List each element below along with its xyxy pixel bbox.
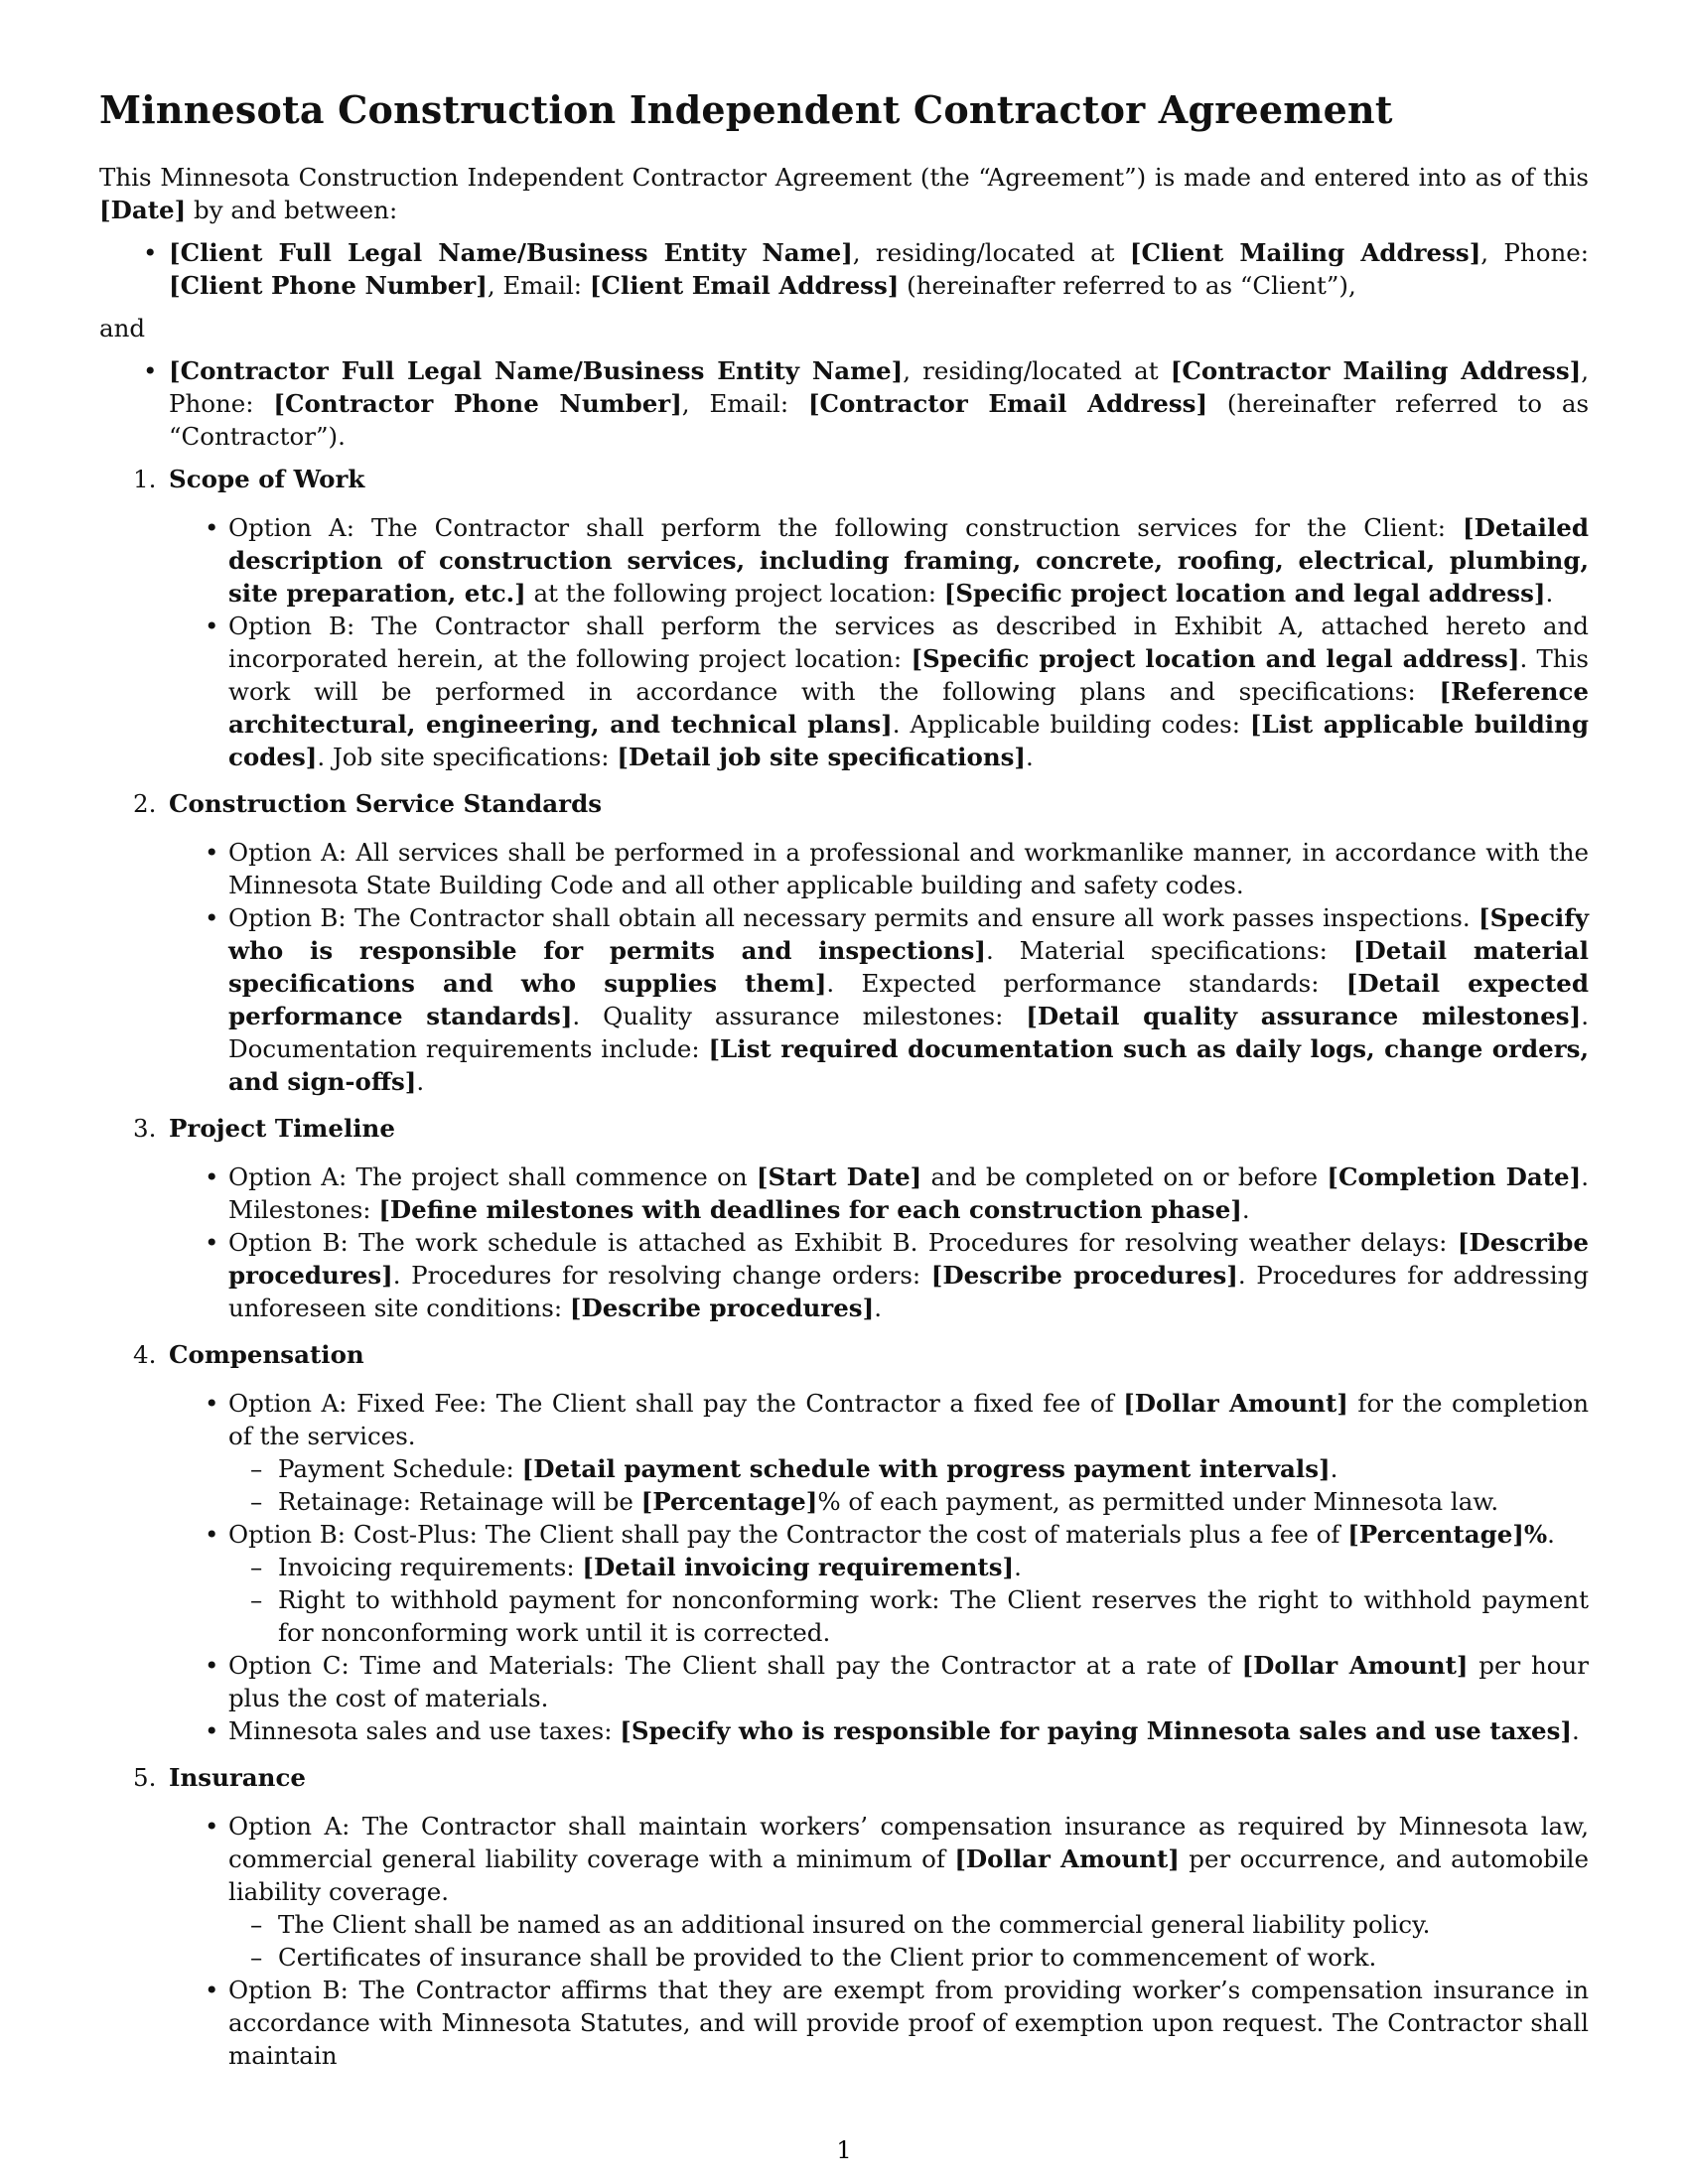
- section-title: Construction Service Standards: [169, 789, 603, 818]
- parties-list: [99, 236, 1589, 302]
- sub-item: – Invoicing requirements: [Detail invoicing requirements].: [278, 1551, 1589, 1583]
- sections-list: [99, 463, 1589, 2072]
- section-compensation: [133, 1338, 1589, 1747]
- section-service-standards: [133, 787, 1589, 1098]
- section-number: 1.: [133, 465, 157, 493]
- section-title: Project Timeline: [169, 1114, 395, 1143]
- document-title: Minnesota Construction Independent Contractor Agreement: [99, 87, 1393, 132]
- section-number: 5.: [133, 1763, 157, 1792]
- sub-item: – Certificates of insurance shall be provided to the Client prior to commencement of work.: [278, 1941, 1589, 1974]
- option-item: • Option A: All services shall be performed in a professional and workmanlike manner, in accordance with the Minnesota State Building Code and all other applicable building and safety codes.: [228, 836, 1589, 901]
- option-item: • Option B: Cost-Plus: The Client shall pay the Contractor the cost of materials plus a fee of [Percentage]%. – Invoicing requirements: [Detail invoicing requirements]. – Right to withhold payment for nonconforming work: The Client reserves the right to withhold payment for nonconforming work until it is corrected.: [228, 1518, 1589, 1649]
- document-page: [99, 79, 1589, 2086]
- date-placeholder: [Date]: [99, 196, 187, 224]
- section-title: Insurance: [169, 1763, 306, 1792]
- sub-item: – Right to withhold payment for nonconforming work: The Client reserves the right to withhold payment for nonconforming work until it is corrected.: [278, 1583, 1589, 1649]
- section-number: 2.: [133, 789, 157, 818]
- option-item: • Option B: The Contractor shall obtain all necessary permits and ensure all work passes inspections. [Specify who is responsible for permits and inspections]. Material specifications: [Detail material specifications and who supplies them]. Expected performance standards: [Detail expected performance standards]. Quality assurance milestones: [Detail quality assurance milestones]. Documentation requirements include: [List required documentation such as daily logs, change orders, and sign-offs].: [228, 901, 1589, 1098]
- option-item: • Option A: The Contractor shall perform the following construction services for the Client: [Detailed description of construction services, including framing, concrete, roofing, electrical, plumbing, site preparation, etc.] at the following project location: [Specific project location and legal address].: [228, 511, 1589, 610]
- client-party: • [Client Full Legal Name/Business Entity Name], residing/located at [Client Mailing Address], Phone: [Client Phone Number], Email: [Client Email Address] (hereinafter referred to as “Client”),: [169, 236, 1589, 302]
- option-item: • Option A: Fixed Fee: The Client shall pay the Contractor a fixed fee of [Dollar Amount] for the completion of the services. – Payment Schedule: [Detail payment schedule with progress payment intervals]. – Retainage: Retainage will be [Percentage]% of each payment, as permitted under Minnesota law.: [228, 1387, 1589, 1518]
- sub-item: – Payment Schedule: [Detail payment schedule with progress payment intervals].: [278, 1452, 1589, 1485]
- contractor-party: • [Contractor Full Legal Name/Business Entity Name], residing/located at [Contractor Mailing Address], Phone: [Contractor Phone Number], Email: [Contractor Email Address] (hereinafter referred to as “Contractor”).: [169, 354, 1589, 453]
- option-item: • Minnesota sales and use taxes: [Specify who is responsible for paying Minnesota sales and use taxes].: [228, 1714, 1589, 1747]
- page-number: 1: [836, 2136, 852, 2164]
- option-item: • Option B: The Contractor shall perform the services as described in Exhibit A, attached hereto and incorporated herein, at the following project location: [Specific project location and legal address]. This work will be performed in accordance with the following plans and specifications: [Reference architectural, engineering, and technical plans]. Applicable building codes: [List applicable building codes]. Job site specifications: [Detail job site specifications].: [228, 610, 1589, 773]
- and-separator: and: [99, 314, 146, 342]
- option-item: • Option B: The Contractor affirms that they are exempt from providing worker’s compensation insurance in accordance with Minnesota Statutes, and will provide proof of exemption upon request. The Contractor shall maintain: [228, 1974, 1589, 2072]
- sub-item: – The Client shall be named as an additional insured on the commercial general liability policy.: [278, 1908, 1589, 1941]
- parties-list-2: [99, 354, 1589, 453]
- section-number: 3.: [133, 1114, 157, 1143]
- option-item: • Option B: The work schedule is attached as Exhibit B. Procedures for resolving weather delays: [Describe procedures]. Procedures for resolving change orders: [Describe procedures]. Procedures for addressing unforeseen site conditions: [Describe procedures].: [228, 1226, 1589, 1324]
- intro-paragraph: This Minnesota Construction Independent Contractor Agreement (the “Agreement”) is made and entered into as of this [Date] by and between:: [99, 163, 1589, 224]
- section-title: Scope of Work: [169, 465, 365, 493]
- section-scope-of-work: [133, 463, 1589, 773]
- option-item: • Option A: The Contractor shall maintain workers’ compensation insurance as required by Minnesota law, commercial general liability coverage with a minimum of [Dollar Amount] per occurrence, and automobile liability coverage. – The Client shall be named as an additional insured on the commercial general liability policy. – Certificates of insurance shall be provided to the Client prior to commencement of work.: [228, 1810, 1589, 1974]
- option-item: • Option A: The project shall commence on [Start Date] and be completed on or before [Completion Date]. Milestones: [Define milestones with deadlines for each construction phase].: [228, 1160, 1589, 1226]
- section-project-timeline: [133, 1112, 1590, 1324]
- section-number: 4.: [133, 1340, 157, 1369]
- section-title: Compensation: [169, 1340, 364, 1369]
- sub-item: – Retainage: Retainage will be [Percentage]% of each payment, as permitted under Minnesota law.: [278, 1485, 1589, 1518]
- section-insurance: [133, 1761, 1589, 2072]
- option-item: • Option C: Time and Materials: The Client shall pay the Contractor at a rate of [Dollar Amount] per hour plus the cost of materials.: [228, 1649, 1589, 1714]
